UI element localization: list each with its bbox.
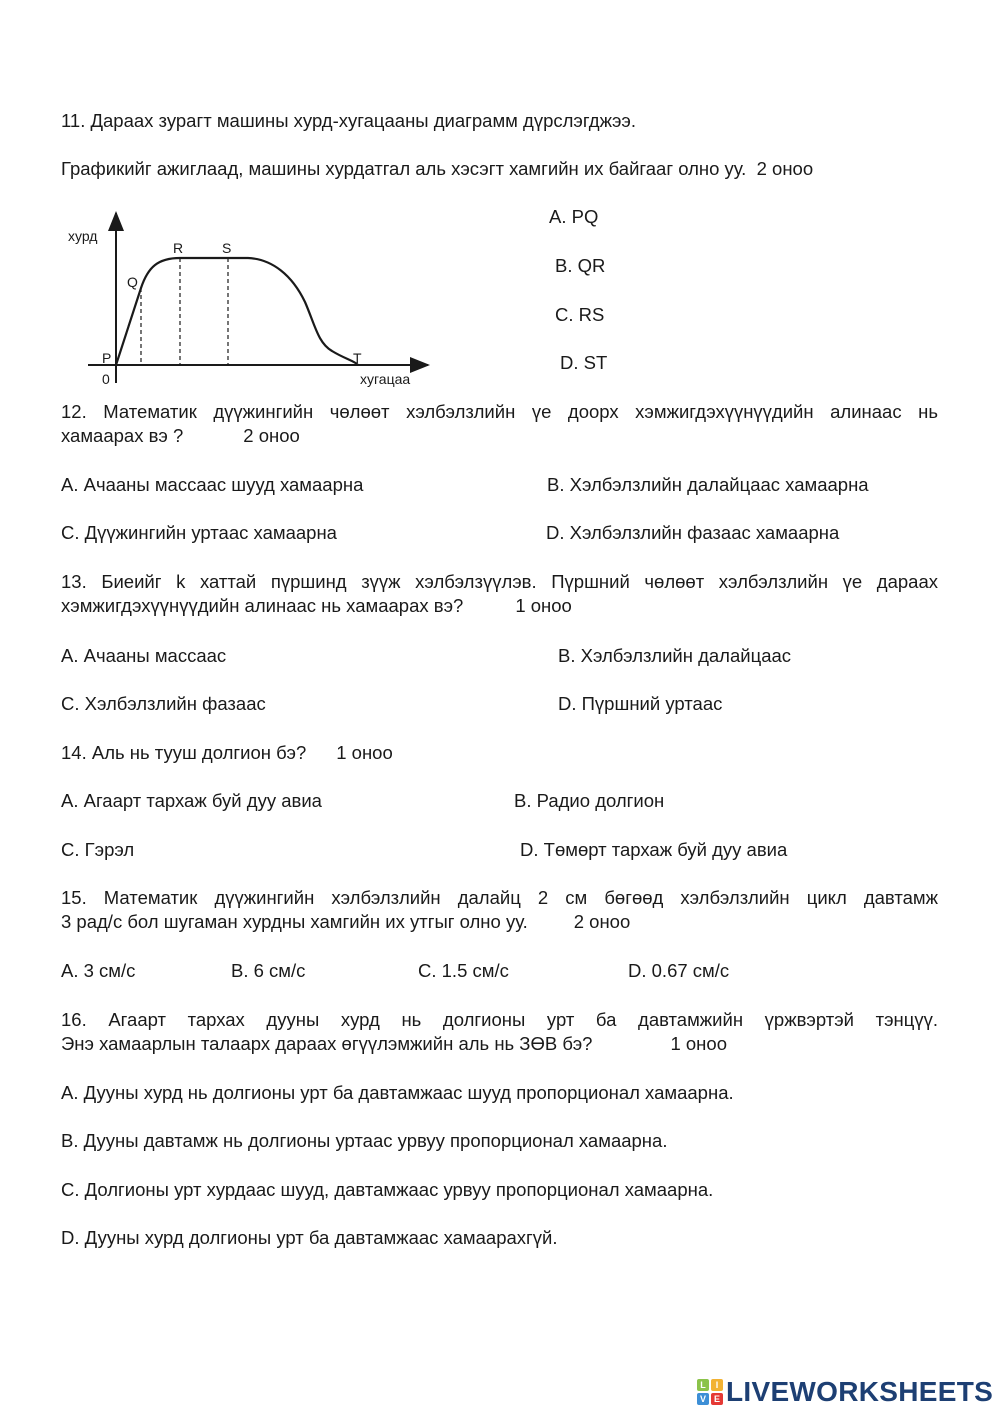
live-tiles-icon: L I V E (697, 1379, 723, 1405)
q16-points: 1 оноо (670, 1033, 727, 1054)
q16-option-c[interactable]: C. Долгионы урт хурдаас шууд, давтамжаас урвуу пропорционал хамаарна. (61, 1179, 714, 1200)
liveworksheets-logo[interactable] (697, 1377, 993, 1407)
q11-instruction (61, 157, 813, 181)
q14-option-b[interactable]: B. Радио долгион (514, 790, 665, 811)
y-axis-label: хурд (68, 228, 98, 244)
q15-option-a[interactable]: A. 3 см/с (61, 960, 136, 981)
point-t-label: T (353, 350, 362, 366)
point-s-label: S (222, 240, 232, 256)
q13-points: 1 оноо (515, 595, 572, 616)
q15-points: 2 оноо (573, 911, 631, 932)
q11-option-c[interactable]: C. RS (555, 304, 605, 325)
q13-option-c[interactable]: C. Хэлбэлзлийн фазаас (61, 693, 266, 714)
q12-option-c[interactable]: C. Дүүжингийн уртаас хамаарна (61, 522, 337, 543)
q12-prompt (61, 400, 938, 448)
q15-prompt (61, 886, 938, 934)
q13-option-a[interactable]: A. Ачааны массаас (61, 645, 227, 666)
point-p-label: P (102, 350, 112, 366)
q15-option-c[interactable]: C. 1.5 см/с (418, 960, 509, 981)
q15-option-b[interactable]: B. 6 см/с (231, 960, 306, 981)
q13-option-b[interactable]: B. Хэлбэлзлийн далайцаас (558, 645, 792, 666)
q16-prompt (61, 1008, 938, 1056)
q12-option-b[interactable]: B. Хэлбэлзлийн далайцаас хамаарна (547, 474, 869, 495)
q11-option-d[interactable]: D. ST (560, 352, 608, 373)
q15-option-d[interactable]: D. 0.67 см/с (628, 960, 730, 981)
logo-text: LIVEWORKSHEETS (726, 1376, 994, 1407)
q14-text: 14. Аль нь тууш долгион бэ? (61, 742, 307, 763)
q12-line2: хамаарах вэ ? (61, 425, 184, 446)
q16-line2: Энэ хамаарлын талаарх дараах өгүүлэмжийн аль нь ЗӨВ бэ? (61, 1033, 593, 1054)
q13-option-d[interactable]: D. Пүршний уртаас (558, 693, 723, 714)
q13-line1: 13. Биеийг k хаттай пүршинд зүүж хэлбэлзүүлэв. Пүршний чөлөөт хэлбэлзлийн үе дараах (61, 571, 938, 592)
q11-points: 2 оноо (756, 158, 814, 179)
q16-option-d[interactable]: D. Дууны хурд долгионы урт ба давтамжаас хамаарахгүй. (61, 1227, 558, 1248)
q12-option-d[interactable]: D. Хэлбэлзлийн фазаас хамаарна (546, 522, 840, 543)
speed-time-graph (60, 205, 440, 390)
q12-line1: 12. Математик дүүжингийн чөлөөт хэлбэлзлийн үе доорх хэмжигдэхүүнүүдийн алинаас нь (61, 401, 938, 422)
q14-option-a[interactable]: A. Агаарт тархаж буй дуу авиа (61, 790, 322, 811)
q15-line2: 3 рад/с бол шугаман хурдны хамгийн их утгыг олно уу. (61, 911, 528, 932)
q11-instruction-text: Графикийг ажиглаад, машины хурдатгал аль хэсэгт хамгийн их байгааг олно уу. (61, 158, 747, 179)
q14-prompt (61, 741, 393, 765)
q13-prompt (61, 570, 938, 618)
q14-option-d[interactable]: D. Төмөрт тархаж буй дуу авиа (520, 839, 788, 860)
point-q-label: Q (127, 274, 138, 290)
q14-points: 1 оноо (336, 742, 393, 763)
q11-option-a[interactable]: A. PQ (549, 206, 599, 227)
speed-curve (116, 258, 358, 365)
point-r-label: R (173, 240, 184, 256)
q16-option-b[interactable]: B. Дууны давтамж нь долгионы уртаас урвуу пропорционал хамаарна. (61, 1130, 668, 1151)
q14-option-c[interactable]: C. Гэрэл (61, 839, 135, 860)
q13-line2: хэмжигдэхүүнүүдийн алинаас нь хамаарах вэ? (61, 595, 464, 616)
q11-prompt: 11. Дараах зурагт машины хурд-хугацааны диаграмм дүрслэгджээ. (61, 110, 636, 131)
q16-option-a[interactable]: A. Дууны хурд нь долгионы урт ба давтамжаас шууд пропорционал хамаарна. (61, 1082, 734, 1103)
origin-label: 0 (102, 371, 110, 387)
q11-option-b[interactable]: B. QR (555, 255, 606, 276)
q12-points: 2 оноо (243, 425, 300, 446)
x-axis-label: хугацаа (360, 371, 411, 387)
q12-option-a[interactable]: A. Ачааны массаас шууд хамаарна (61, 474, 364, 495)
q15-line1: 15. Математик дүүжингийн хэлбэлзлийн далайц 2 см бөгөөд хэлбэлзлийн цикл давтамж (61, 887, 938, 908)
q16-line1: 16. Агаарт тархах дууны хурд нь долгионы урт ба давтамжийн үржвэртэй тэнцүү. (61, 1009, 938, 1030)
